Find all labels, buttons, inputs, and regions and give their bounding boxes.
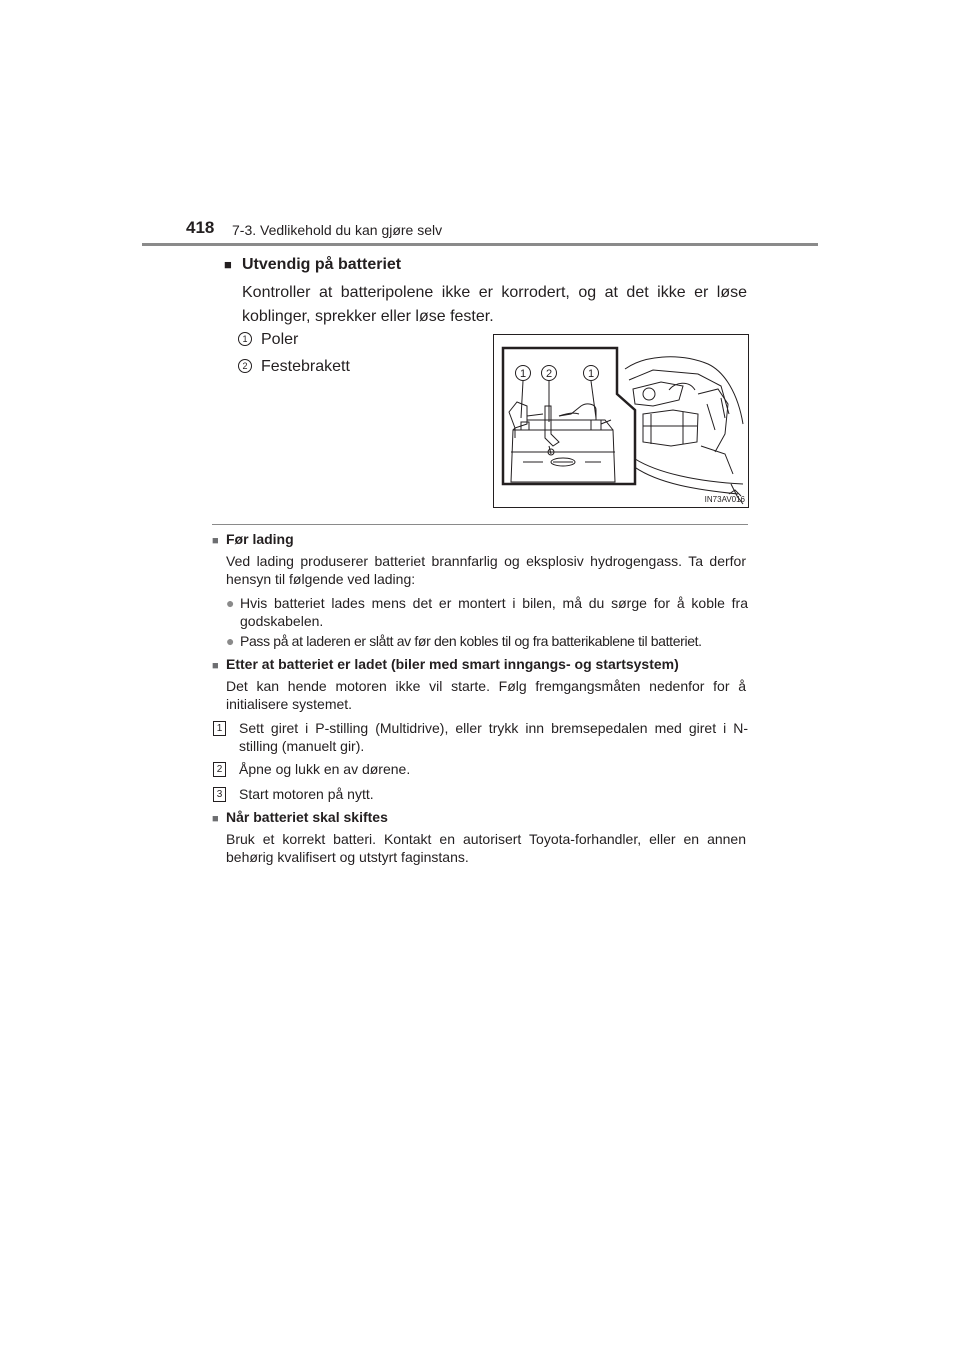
battery-exterior-heading-text: Utvendig på batteriet	[242, 256, 402, 273]
before-charging-text: Ved lading produserer batteriet brannfarlig og eksplosiv hydrogengass. Ta derfor hensyn til følgende ved lading:	[226, 553, 746, 587]
step-text: Åpne og lukk en av dørene.	[239, 761, 411, 777]
before-charging-heading-text: Før lading	[226, 531, 294, 547]
legend-label: Festebrakett	[261, 358, 350, 375]
section-separator	[212, 524, 748, 525]
after-charging-heading	[212, 656, 679, 672]
header-rule	[142, 243, 818, 246]
step-number: 2	[213, 762, 226, 777]
callout-number: 1	[238, 332, 252, 346]
after-charging-text: Det kan hende motoren ikke vil starte. Følg fremgangsmåten nedenfor for å initialisere systemet.	[226, 678, 746, 712]
callout-label: 2	[545, 368, 553, 380]
list-item	[226, 632, 748, 650]
callout-label: 1	[519, 368, 527, 380]
figure-code: IN73AV016	[704, 495, 745, 504]
legend-label: Poler	[261, 331, 299, 348]
bullet-text: Hvis batteriet lades mens det er montert i bilen, må du sørge for å koble fra godskabelen.	[240, 595, 748, 629]
replacement-heading-text: Når batteriet skal skiftes	[226, 809, 388, 825]
step-item	[213, 760, 748, 778]
heading-square-icon: ■	[212, 535, 219, 547]
replacement-heading	[212, 809, 388, 825]
legend-item-terminals	[238, 331, 298, 349]
battery-illustration	[493, 334, 749, 508]
heading-square-icon: ■	[212, 660, 219, 672]
section-title: 7-3. Vedlikehold du kan gjøre selv	[232, 222, 443, 238]
step-number: 1	[213, 721, 226, 736]
replacement-text: Bruk et korrekt batteri. Kontakt en autorisert Toyota-forhandler, eller en annen behørig kvalifisert og utstyrt faginstans.	[226, 831, 746, 865]
step-item	[213, 785, 748, 803]
list-item	[226, 594, 748, 630]
step-text: Sett giret i P-stilling (Multidrive), eller trykk inn bremsepedalen med giret i N-stilling (manuelt gir).	[239, 720, 748, 754]
heading-square-icon: ■	[224, 257, 232, 272]
callout-label: 1	[587, 368, 595, 380]
bullet-dot-icon: ●	[226, 595, 235, 611]
heading-square-icon: ■	[212, 813, 219, 825]
step-item	[213, 719, 748, 755]
bullet-dot-icon: ●	[226, 633, 235, 649]
after-charging-heading-text: Etter at batteriet er ladet (biler med smart inngangs- og startsystem)	[226, 656, 679, 672]
battery-exterior-heading	[224, 256, 401, 274]
battery-exterior-text: Kontroller at batteripolene ikke er korrodert, og at det ikke er løse koblinger, sprekker eller løse fester.	[242, 284, 747, 325]
before-charging-heading	[212, 531, 294, 547]
legend-item-bracket	[238, 358, 350, 376]
step-number: 3	[213, 787, 226, 802]
callout-number: 2	[238, 359, 252, 373]
bullet-text: Pass på at laderen er slått av før den kobles til og fra batterikablene til batteriet.	[240, 633, 702, 649]
page-number: 418	[186, 218, 215, 237]
step-text: Start motoren på nytt.	[239, 786, 374, 802]
